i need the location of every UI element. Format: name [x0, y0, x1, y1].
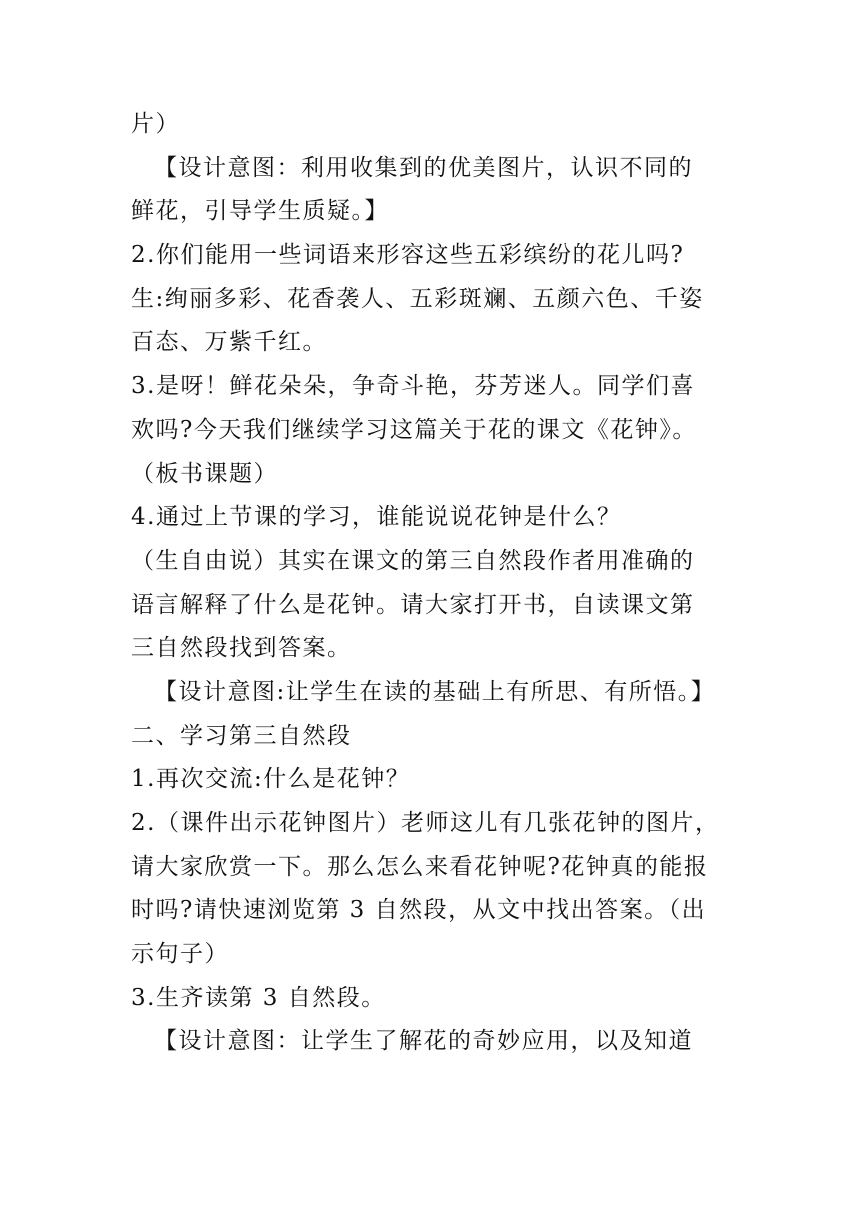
text-line: 3.是呀！鲜花朵朵，争奇斗艳，芬芳迷人。同学们喜 — [131, 373, 695, 400]
text-line: 时吗?请快速浏览第 3 自然段，从文中找出答案。（出 — [131, 897, 707, 924]
text-line: 示句子） — [131, 941, 229, 968]
text-line: 百态、万紫千红。 — [131, 329, 327, 356]
section-heading: 二、学习第三自然段 — [131, 722, 352, 749]
text-line: 三自然段找到答案。 — [131, 635, 352, 662]
document-body — [131, 103, 731, 1064]
text-line: 欢吗?今天我们继续学习这篇关于花的课文《花钟》。 — [131, 416, 697, 443]
text-line: 片） — [131, 111, 180, 137]
text-line: 1.再次交流:什么是花钟？ — [131, 766, 411, 793]
text-line: 4.通过上节课的学习，谁能说说花钟是什么？ — [131, 504, 622, 531]
text-line: 语言解释了什么是花钟。请大家打开书，自读课文第 — [131, 591, 695, 618]
design-intent-line: 【设计意图：让学生了解花的奇妙应用，以及知道 — [154, 1028, 693, 1055]
text-line: 鲜花，引导学生质疑。】 — [131, 198, 389, 225]
design-intent-line: 【设计意图:让学生在读的基础上有所思、有所悟。】 — [154, 678, 716, 705]
text-line: 请大家欣赏一下。那么怎么来看花钟呢?花钟真的能报 — [131, 853, 709, 880]
design-intent-line: 【设计意图：利用收集到的优美图片，认识不同的 — [154, 154, 693, 181]
text-line: 2.你们能用一些词语来形容这些五彩缤纷的花儿吗? — [131, 242, 685, 269]
text-line: 2.（课件出示花钟图片）老师这儿有几张花钟的图片， — [131, 810, 720, 836]
text-line: （板书课题） — [131, 460, 278, 487]
text-line: （生自由说）其实在课文的第三自然段作者用准确的 — [131, 547, 695, 574]
text-line: 生:绚丽多彩、花香袭人、五彩斑斓、五颜六色、千姿 — [131, 285, 704, 312]
text-line: 3.生齐读第 3 自然段。 — [131, 984, 386, 1011]
